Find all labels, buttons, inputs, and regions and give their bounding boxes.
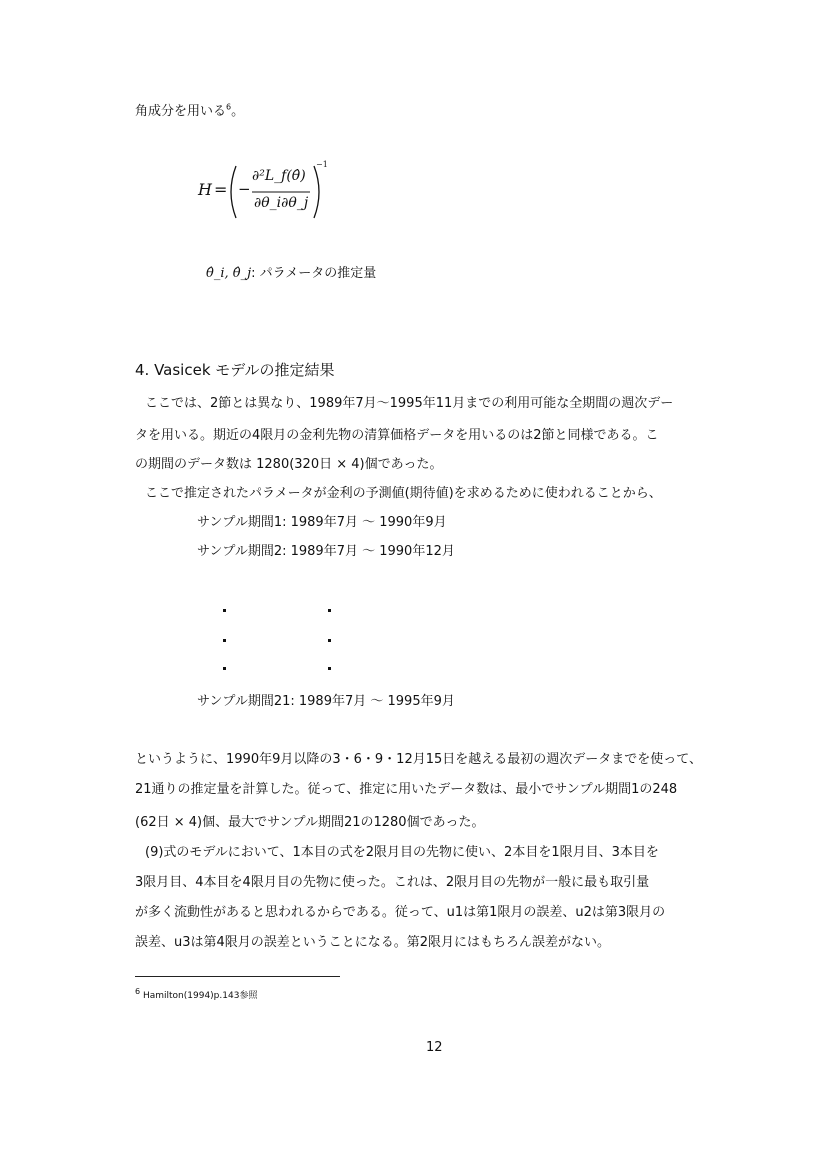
ellipsis-dot	[328, 667, 331, 670]
footnote-separator	[135, 976, 340, 977]
paragraph3-line2: 21通りの推定量を計算した。従って、推定に用いたデータ数は、最小でサンプル期間1の248	[135, 782, 678, 797]
section-heading: 4. Vasicek モデルの推定結果	[135, 361, 335, 379]
formula-equals: =	[214, 180, 228, 199]
footnote	[135, 988, 257, 1004]
page-number: 12	[426, 1040, 443, 1055]
paragraph4-line4: 誤差、u3は第4限月の誤差ということになる。第2限月にはもちろん誤差がない。	[135, 935, 611, 950]
formula-numerator: ∂²L_f(θ̂)	[252, 168, 306, 184]
ellipsis-dot	[328, 609, 331, 612]
ellipsis-dot	[223, 639, 226, 642]
sample-period-2: サンプル期間2: 1989年7月 ～ 1990年12月	[197, 544, 455, 559]
estimator-label: : パラメータの推定量	[251, 266, 377, 281]
paragraph1-line1: ここでは、2節とは異なり、1989年7月～1995年11月までの利用可能な全期間の週次デー	[145, 396, 674, 411]
estimator-line	[206, 266, 376, 282]
ellipsis-dot	[223, 667, 226, 670]
paragraph4-line1: (9)式のモデルにおいて、1本目の式を2限月目の先物に使い、2本目を1限月目、3本目を	[145, 845, 659, 860]
formula-minus: −	[238, 180, 251, 198]
intro-text: 角成分を用いる	[135, 104, 227, 119]
ellipsis-dot	[328, 639, 331, 642]
footnote-ref: 6	[226, 102, 232, 112]
estimator-symbols: θ̂_i, θ̂_j	[206, 266, 252, 281]
sample-period-1: サンプル期間1: 1989年7月 ～ 1990年9月	[197, 515, 447, 530]
paragraph3-line1: というように、1990年9月以降の3・6・9・12月15日を越える最初の週次データまでを使って、	[135, 752, 702, 767]
paragraph1-line2: タを用いる。期近の4限月の金利先物の清算価格データを用いるのは2節と同様である。こ	[135, 428, 659, 443]
formula-exponent: −1	[316, 160, 328, 169]
sample-period-21: サンプル期間21: 1989年7月 ～ 1995年9月	[197, 694, 455, 709]
paragraph4-line3: が多く流動性があると思われるからである。従って、u1は第1限月の誤差、u2は第3限月の	[135, 905, 666, 920]
footnote-number: 6	[135, 987, 141, 996]
footnote-text: Hamilton(1994)p.143参照	[142, 991, 258, 1001]
formula-denominator: ∂θ_i∂θ_j	[254, 195, 309, 211]
intro-line	[135, 104, 244, 120]
paragraph4-line2: 3限月目、4本目を4限月目の先物に使った。これは、2限月目の先物が一般に最も取引量	[135, 875, 650, 890]
ellipsis-dot	[223, 609, 226, 612]
paragraph1-line3: の期間のデータ数は 1280(320日 × 4)個であった。	[135, 457, 443, 472]
intro-tail: 。	[231, 104, 245, 119]
formula-lhs: H	[198, 180, 212, 199]
paragraph3-line3: (62日 × 4)個、最大でサンプル期間21の1280個であった。	[135, 815, 485, 830]
paragraph2: ここで推定されたパラメータが金利の予測値(期待値)を求めるために使われることから、	[145, 486, 662, 501]
